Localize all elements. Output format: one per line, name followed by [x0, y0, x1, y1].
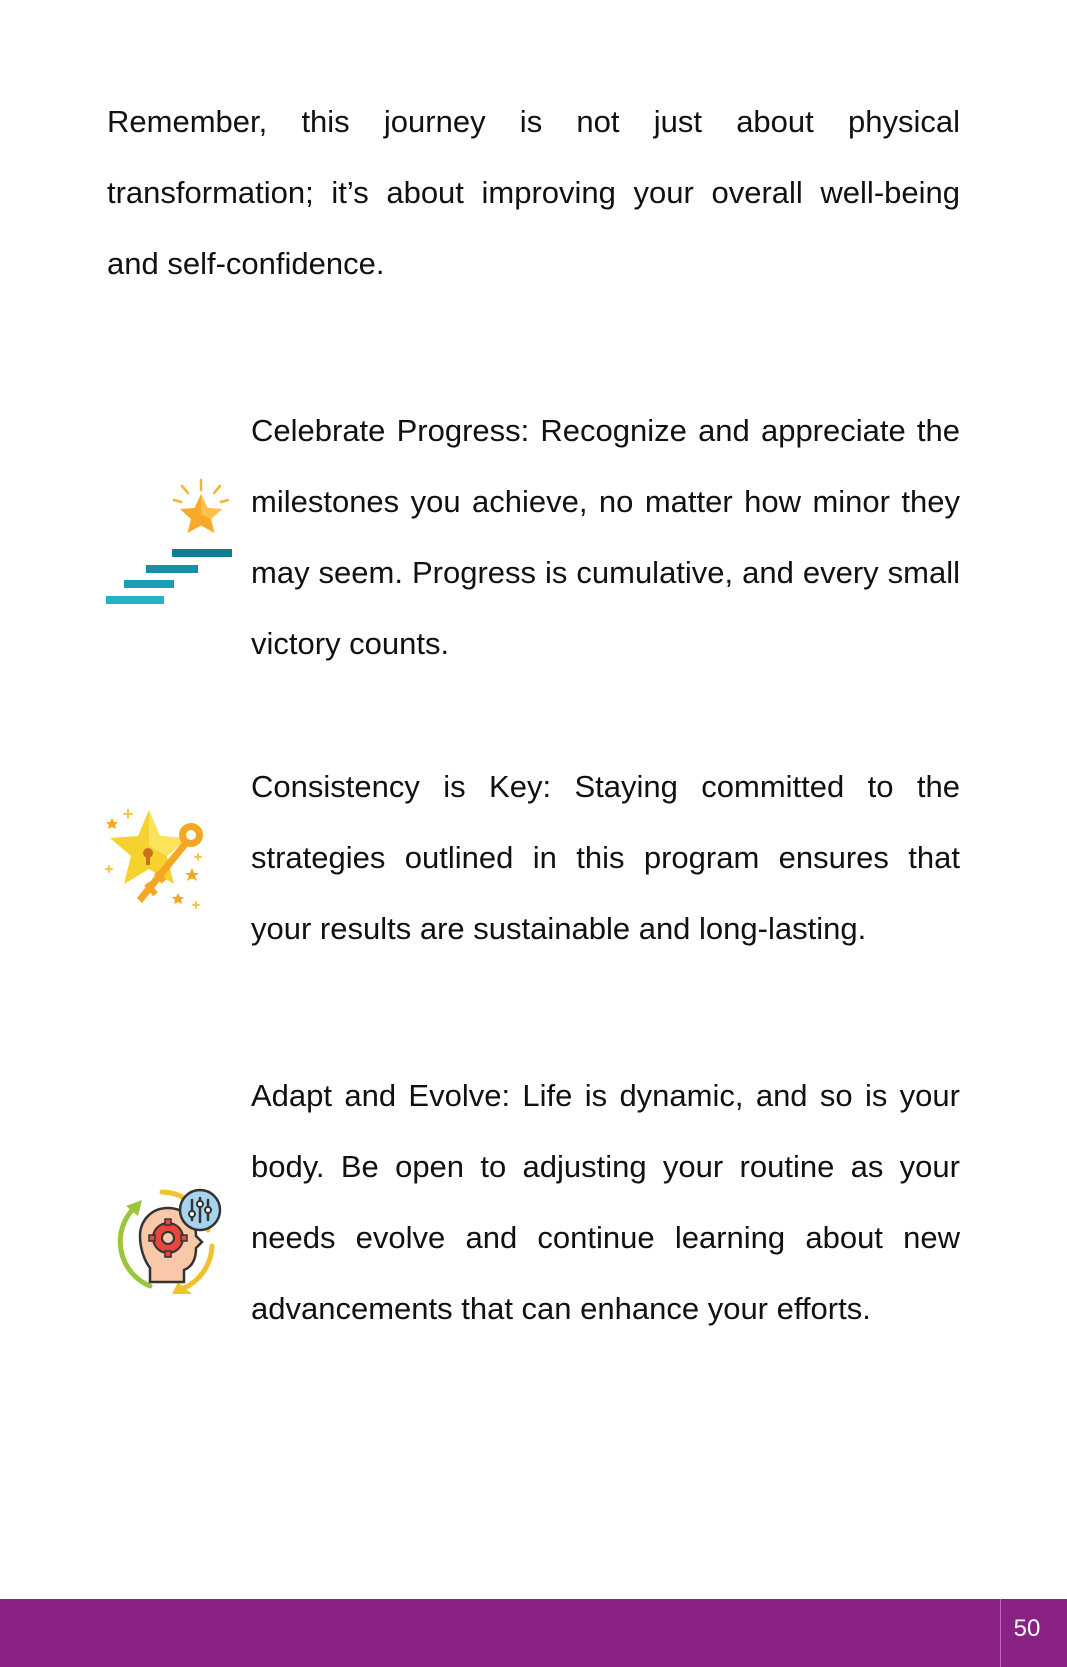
- stairs-star-icon: [106, 478, 232, 606]
- page-number-box: [1000, 1599, 1067, 1667]
- head-gear-cycle-icon: [112, 1186, 224, 1298]
- intro-paragraph: Remember, this journey is not just about physical transformation; it’s about improving your overall well-being and self-confidence.: [107, 104, 960, 281]
- consistency-is-key-text: Consistency is Key: Staying committed to the strategies outlined in this program ensures that your results are sustainable and long-lasting.: [251, 769, 960, 946]
- celebrate-progress-text: Celebrate Progress: Recognize and appreciate the milestones you achieve, no matter how minor they may seem. Progress is cumulative, and every small victory counts.: [251, 413, 960, 661]
- adapt-and-evolve-text: Adapt and Evolve: Life is dynamic, and so is your body. Be open to adjusting your routine as your needs evolve and continue learning about new advancements that can enhance your efforts.: [251, 1078, 960, 1326]
- page-number: 50: [1013, 1615, 1041, 1642]
- footer-bar: [0, 1599, 1067, 1667]
- star-key-icon: [104, 808, 212, 916]
